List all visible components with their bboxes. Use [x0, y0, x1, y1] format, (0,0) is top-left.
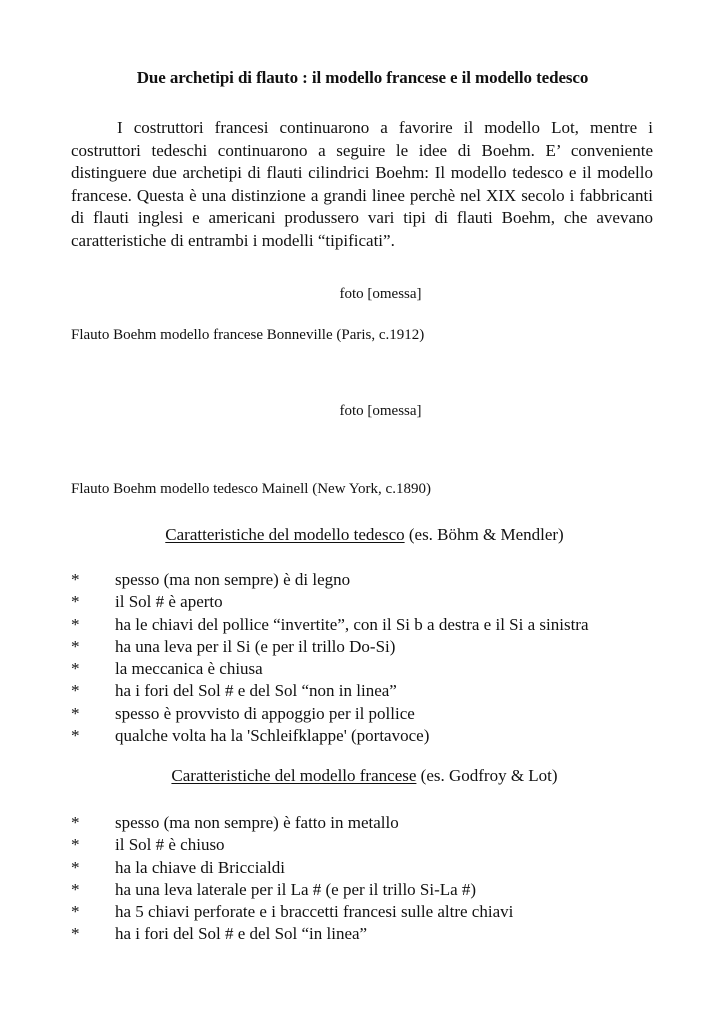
bullet-marker: *	[71, 813, 80, 832]
bullet-marker: *	[71, 703, 80, 723]
list-item-text: ha la chiave di Briccialdi	[115, 857, 285, 877]
german-heading-text: Caratteristiche del modello tedesco	[165, 525, 405, 544]
bullet-marker: *	[71, 659, 80, 679]
list-item	[71, 569, 589, 591]
list-item	[71, 680, 589, 702]
list-item	[71, 834, 513, 856]
german-section-heading	[0, 525, 725, 545]
bullet-marker: *	[71, 570, 80, 589]
list-item	[71, 923, 513, 945]
list-item-text: ha i fori del Sol # e del Sol “non in linea”	[115, 681, 397, 701]
list-item	[71, 812, 513, 834]
list-item-text: spesso è provvisto di appoggio per il pollice	[115, 703, 415, 723]
french-section-heading	[0, 766, 725, 786]
document-title: Due archetipi di flauto : il modello francese e il modello tedesco	[136, 68, 589, 87]
german-heading-suffix: (es. Böhm & Mendler)	[404, 525, 564, 544]
list-item-text: spesso (ma non sempre) è di legno	[115, 570, 351, 589]
photo-caption-2: Flauto Boehm modello tedesco Mainell (New York, c.1890)	[71, 481, 431, 497]
french-feature-list	[71, 812, 513, 946]
list-item-text: il Sol # è chiuso	[115, 835, 225, 855]
intro-paragraph: I costruttori francesi continuarono a favorire il modello Lot, mentre i costruttori tedeschi continuarono a seguire le idee di Boehm. E’ conveniente distinguere due archetipi di flauti cilindrici Boehm: Il modello tedesco e il modello francese. Questa è una distinzione a grandi linee perchè nel XIX secolo i fabbricanti di flauti inglesi e americani produssero vari tipi di flauti Boehm, che avevano caratteristiche di entrambi i modelli “tipificati”.	[71, 118, 653, 250]
list-item	[71, 658, 589, 680]
photo-placeholder-1: foto [omessa]	[339, 286, 422, 302]
list-item	[71, 857, 513, 879]
photo-caption-1: Flauto Boehm modello francese Bonneville (Paris, c.1912)	[71, 327, 425, 343]
bullet-marker: *	[71, 681, 80, 701]
bullet-marker: *	[71, 636, 80, 656]
list-item-text: ha le chiavi del pollice “invertite”, con il Si b a destra e il Si a sinistra	[115, 614, 589, 634]
bullet-marker: *	[71, 592, 80, 612]
list-item-text: ha una leva per il Si (e per il trillo Do-Si)	[115, 636, 396, 656]
french-heading-suffix: (es. Godfroy & Lot)	[416, 766, 558, 785]
german-feature-list	[71, 569, 589, 747]
bullet-marker: *	[71, 726, 80, 746]
list-item	[71, 725, 589, 747]
photo-placeholder-2: foto [omessa]	[339, 403, 422, 419]
list-item-text: ha 5 chiavi perforate e i braccetti francesi sulle altre chiavi	[115, 902, 514, 922]
bullet-marker: *	[71, 835, 80, 855]
bullet-marker: *	[71, 857, 80, 877]
list-item	[71, 901, 513, 923]
list-item-text: ha una leva laterale per il La # (e per il trillo Si-La #)	[115, 879, 477, 899]
french-heading-text: Caratteristiche del modello francese	[171, 766, 417, 785]
list-item	[71, 636, 589, 658]
list-item	[71, 614, 589, 636]
bullet-marker: *	[71, 614, 80, 634]
bullet-marker: *	[71, 924, 80, 944]
list-item	[71, 703, 589, 725]
list-item-text: ha i fori del Sol # e del Sol “in linea”	[115, 924, 368, 944]
list-item-text: il Sol # è aperto	[115, 592, 223, 612]
list-item	[71, 591, 589, 613]
list-item-text: spesso (ma non sempre) è fatto in metallo	[115, 813, 399, 832]
list-item-text: la meccanica è chiusa	[115, 659, 263, 679]
bullet-marker: *	[71, 879, 80, 899]
list-item	[71, 879, 513, 901]
bullet-marker: *	[71, 902, 80, 922]
list-item-text: qualche volta ha la 'Schleifklappe' (portavoce)	[115, 726, 430, 746]
